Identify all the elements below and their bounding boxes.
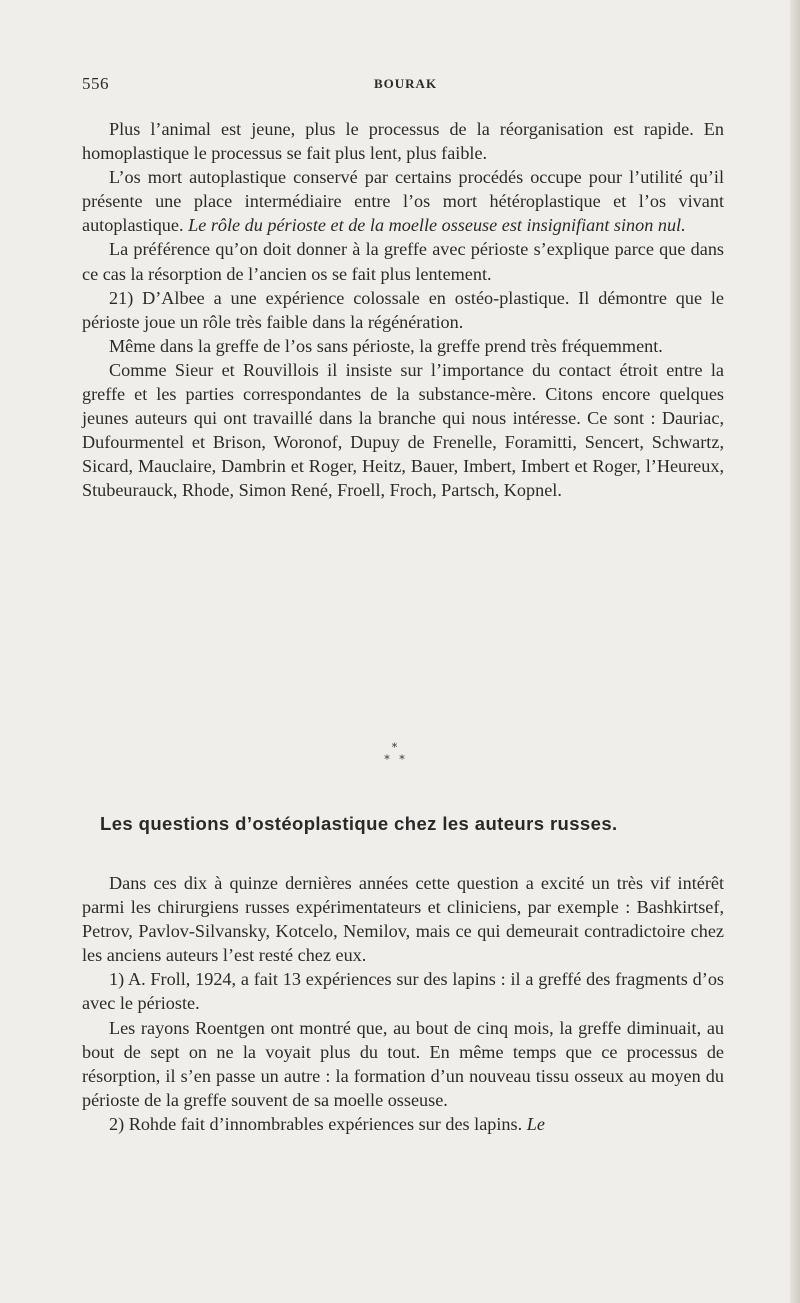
italic-phrase: Le rôle du périoste et de la moelle osseuse est insignifiant sinon nul.: [188, 215, 686, 236]
section-separator: [366, 742, 426, 766]
paragraph-3: La préférence qu’on doit donner à la greffe avec périoste s’explique parce que dans ce cas la résorption de l’ancien os se fait plus lentement.: [82, 239, 724, 284]
paragraph-1: Plus l’animal est jeune, plus le processus de la réorganisation est rapide. En homoplastique le processus se fait plus lent, plus faible.: [82, 119, 724, 164]
paragraph-5: Même dans la greffe de l’os sans périoste, la greffe prend très fréquemment.: [109, 335, 663, 356]
body-text-top: [82, 117, 724, 503]
paragraph-2-text: L’os mort autoplastique conservé par certains procédés occupe pour l’utilité qu’il présente une place intermédiaire entre l’os mort hétéroplastique et l’os vivant autoplastique.: [82, 167, 724, 236]
paragraph-2: [82, 165, 724, 237]
body-text-bottom: [82, 871, 724, 1136]
paragraph-9: Les rayons Roentgen ont montré que, au bout de cinq mois, la greffe diminuait, au bout de sept on ne la voyait plus du tout. En même temps que ce processus de résorption, il s’en passe un autre : la formation d’un nouveau tissu osseux au moyen du périoste de la greffe souvent de sa moelle osseuse.: [82, 1017, 724, 1110]
paragraph-8: 1) A. Froll, 1924, a fait 13 expériences sur des lapins : il a greffé des fragments d’os avec le périoste.: [82, 969, 724, 1014]
paragraph-10: [82, 1112, 724, 1136]
page-number: 556: [82, 74, 109, 93]
separator-top-star: *: [391, 741, 401, 754]
paragraph-7: Dans ces dix à quinze dernières années cette question a excité un très vif intérêt parmi les chirurgiens russes expérimentateurs et cliniciens, par exemple : Bashkirtsef, Petrov, Pavlov-Silvansky, Kotcelo, Nemilov, mais ce qui demeurait contradictoire chez les anciens auteurs l’est resté chez eux.: [82, 873, 724, 966]
section-heading: Les questions d’ostéoplastique chez les auteurs russes.: [100, 813, 618, 834]
paragraph-10-text: 2) Rohde fait d’innombrables expériences sur des lapins.: [109, 1113, 523, 1134]
page-edge-shadow: [790, 0, 800, 1303]
running-head: BOURAK: [374, 76, 438, 91]
paragraph-4: 21) D’Albee a une expérience colossale en ostéo-plastique. Il démontre que le périoste joue un rôle très faible dans la régénération.: [82, 287, 724, 332]
paragraph-6: Comme Sieur et Rouvillois il insiste sur l’importance du contact étroit entre la greffe et les parties correspondantes de la substance-mère. Citons encore quelques jeunes auteurs qui ont travaillé dans la branche qui nous intéresse. Ce sont : Dauriac, Dufourmentel et Brison, Woronof, Dupuy de Frenelle, Foramitti, Sencert, Schwartz, Sicard, Mauclaire, Dambrin et Roger, Heitz, Bauer, Imbert, Imbert et Roger, l’Heureux, Stubeurauck, Rhode, Simon René, Froell, Froch, Partsch, Kopnel.: [82, 359, 724, 501]
separator-bottom-stars: * *: [384, 753, 408, 766]
trailing-italic: Le: [526, 1113, 545, 1134]
